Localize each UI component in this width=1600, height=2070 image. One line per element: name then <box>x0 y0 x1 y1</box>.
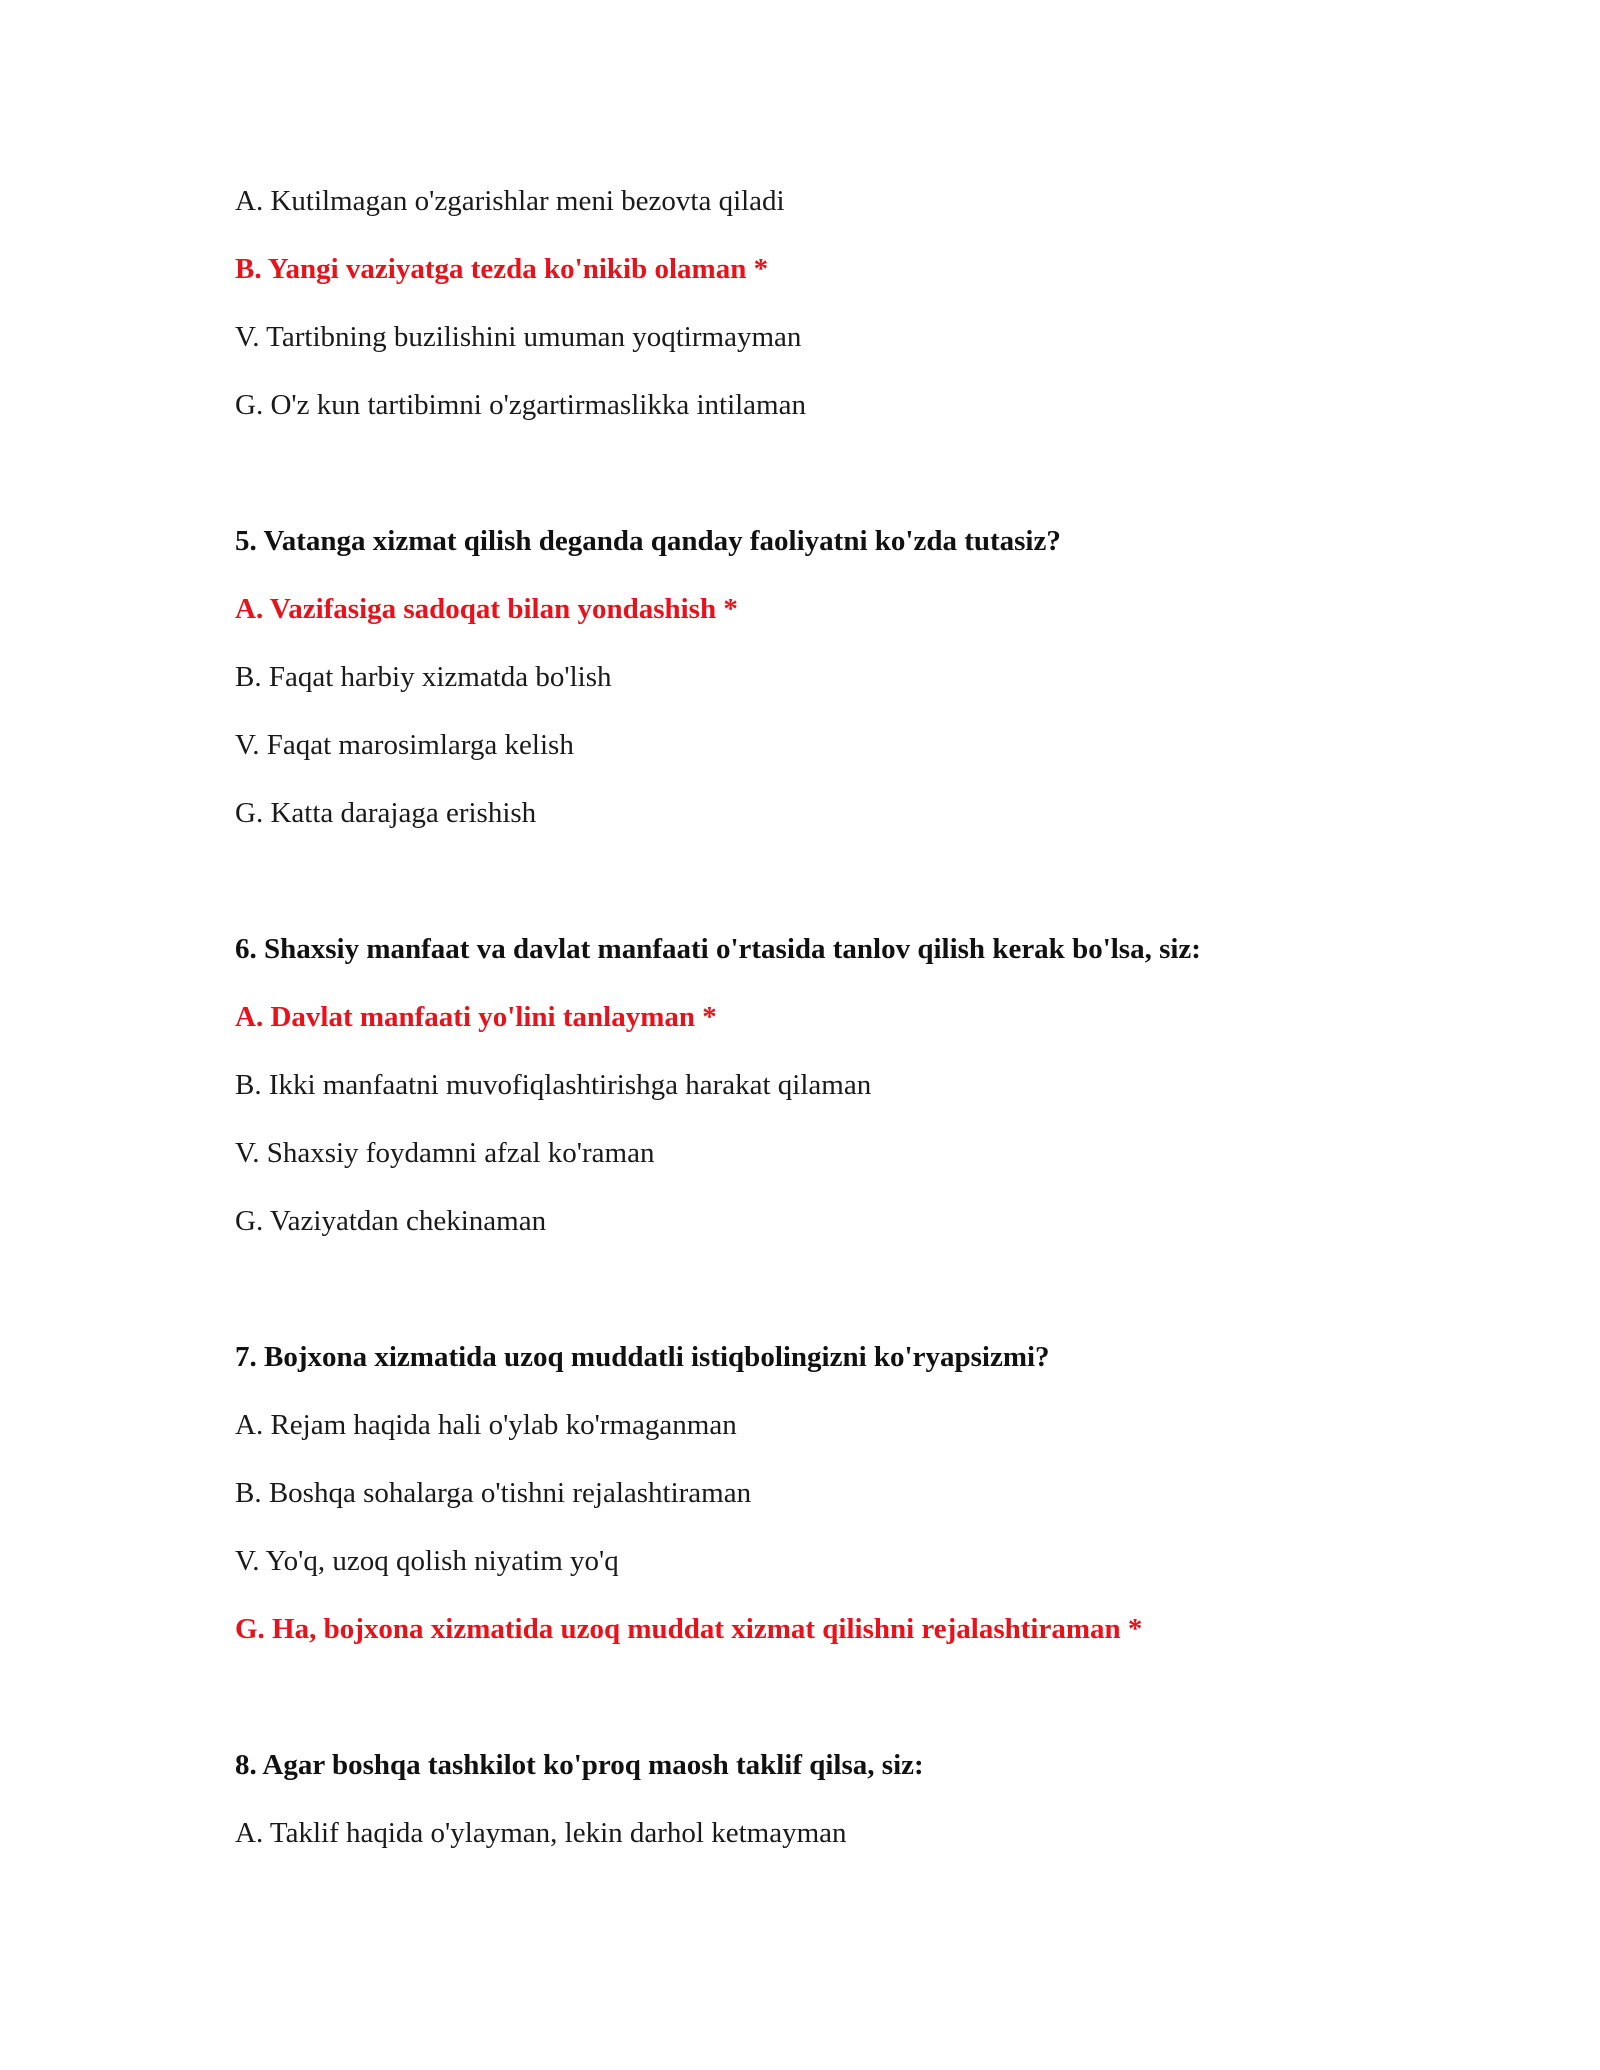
spacer <box>235 1679 1435 1747</box>
question-title: 7. Bojxona xizmatida uzoq muddatli istiqbolingizni ko'ryapsizmi? <box>235 1341 1050 1373</box>
option-g: G. Vaziyatdan chekinaman <box>235 1205 547 1237</box>
question-block-4 <box>235 183 1435 423</box>
quiz-content <box>235 183 1435 1883</box>
option-a: A. Rejam haqida hali o'ylab ko'rmaganman <box>235 1409 737 1441</box>
option-a-correct: A. Vazifasiga sadoqat bilan yondashish * <box>235 593 738 625</box>
option-v: V. Shaxsiy foydamni afzal ko'raman <box>235 1137 655 1169</box>
option-a-correct: A. Davlat manfaati yo'lini tanlayman * <box>235 1001 717 1033</box>
option-a: A. Taklif haqida o'ylayman, lekin darhol ketmayman <box>235 1817 847 1849</box>
option-b: B. Faqat harbiy xizmatda bo'lish <box>235 661 612 693</box>
option-a: A. Kutilmagan o'zgarishlar meni bezovta qiladi <box>235 185 785 217</box>
spacer <box>235 455 1435 523</box>
question-block-5 <box>235 523 1435 831</box>
option-g: G. Katta darajaga erishish <box>235 797 537 829</box>
question-block-8 <box>235 1747 1435 1851</box>
option-v: V. Tartibning buzilishini umuman yoqtirmayman <box>235 321 802 353</box>
option-g: G. O'z kun tartibimni o'zgartirmaslikka intilaman <box>235 389 806 421</box>
question-block-7 <box>235 1339 1435 1647</box>
option-g-correct: G. Ha, bojxona xizmatida uzoq muddat xizmat qilishni rejalashtiraman * <box>235 1613 1143 1645</box>
question-block-6 <box>235 931 1435 1239</box>
question-title: 8. Agar boshqa tashkilot ko'proq maosh taklif qilsa, siz: <box>235 1749 924 1781</box>
spacer <box>235 1271 1435 1339</box>
option-b: B. Boshqa sohalarga o'tishni rejalashtiraman <box>235 1477 752 1509</box>
option-v: V. Yo'q, uzoq qolish niyatim yo'q <box>235 1545 619 1577</box>
option-b-correct: B. Yangi vaziyatga tezda ko'nikib olaman * <box>235 253 769 285</box>
option-b: B. Ikki manfaatni muvofiqlashtirishga harakat qilaman <box>235 1069 872 1101</box>
question-title: 6. Shaxsiy manfaat va davlat manfaati o'rtasida tanlov qilish kerak bo'lsa, siz: <box>235 933 1201 965</box>
spacer <box>235 863 1435 931</box>
question-title: 5. Vatanga xizmat qilish deganda qanday faoliyatni ko'zda tutasiz? <box>235 525 1061 557</box>
option-v: V. Faqat marosimlarga kelish <box>235 729 574 761</box>
